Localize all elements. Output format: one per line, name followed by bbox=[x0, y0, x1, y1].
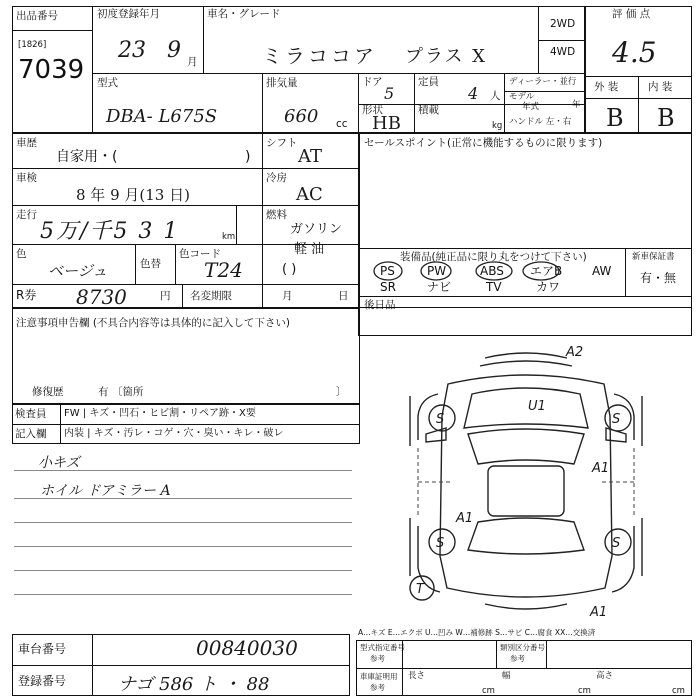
class-sub: 参考 bbox=[510, 654, 525, 663]
lot-number: 7039 bbox=[18, 55, 85, 85]
grade: プラス X bbox=[405, 46, 487, 67]
chassis-label: 車台番号 bbox=[18, 642, 67, 656]
vehicle-cert-label: 車庫証明用 bbox=[360, 672, 398, 681]
mileage-label: 走行 bbox=[16, 209, 37, 221]
mileage-unit: km bbox=[222, 232, 236, 242]
class-label: 類別区分番号 bbox=[500, 643, 545, 652]
lot-label: 出品番号 bbox=[16, 10, 58, 22]
name-change-month: 月 bbox=[282, 290, 293, 302]
exterior-label: 外 装 bbox=[594, 81, 619, 93]
doors-label: ドア bbox=[362, 76, 383, 88]
width-unit: cm bbox=[578, 686, 591, 696]
model-year-sub: 年式 bbox=[522, 102, 540, 112]
vehicle-cert-sub: 参考 bbox=[370, 683, 385, 692]
dealer-label: ディーラー・並行 bbox=[509, 77, 577, 87]
remark-2: ホイル ドアミラー A bbox=[40, 483, 171, 499]
shape-label: 形状 bbox=[362, 104, 383, 116]
handle-label: ハンドル 左・右 bbox=[509, 117, 572, 127]
recycle-value: 8730 bbox=[76, 285, 127, 309]
color-label: 色 bbox=[16, 248, 27, 260]
year-unit: 年 bbox=[572, 100, 581, 110]
inspector-fw-row: FW | キズ・凹石・ヒビ割・リペア跡・X要 bbox=[64, 408, 256, 419]
displacement-unit: cc bbox=[336, 118, 348, 130]
repair-close: 〕 bbox=[336, 386, 347, 398]
selling-points-label: セールスポイント(正常に機能するものに限ります) bbox=[364, 137, 603, 149]
reg-value: ナゴ 586 ト ・ 88 bbox=[118, 674, 270, 695]
mark-front-bumper: A2 bbox=[566, 345, 584, 360]
load-unit: kg bbox=[492, 121, 503, 131]
lot-sub: [1826] bbox=[18, 40, 47, 50]
recycle-unit: 円 bbox=[160, 290, 171, 302]
equip-leather: カワ bbox=[536, 280, 561, 294]
fuel-gas: ガソリン bbox=[290, 222, 343, 237]
drive-2wd: 2WD bbox=[550, 18, 576, 30]
capacity-label: 定員 bbox=[418, 76, 439, 88]
mark-rear-bumper: A1 bbox=[590, 605, 608, 620]
capacity-value: 4 bbox=[468, 84, 479, 103]
color-change-label: 色替 bbox=[140, 258, 161, 270]
equip-ps: PS bbox=[380, 264, 395, 278]
recycle-label: R券 bbox=[16, 288, 37, 302]
inspector-interior-row: 内装 | キズ・汚レ・コゲ・穴・臭い・キレ・破レ bbox=[64, 428, 284, 439]
equip-pw: PW bbox=[427, 264, 447, 278]
equip-aw: AW bbox=[592, 264, 612, 278]
diagram-legend: A…キズ E…エクボ U…凹み W…補修跡 S…サビ C…腐食 XX…交換済 bbox=[358, 628, 596, 637]
exterior-grade: B bbox=[606, 104, 624, 132]
postscript-frame bbox=[358, 296, 692, 336]
ac-label: 冷房 bbox=[266, 172, 287, 184]
fuel-diesel: 軽 油 bbox=[294, 242, 325, 257]
fuel-label: 燃料 bbox=[266, 209, 287, 221]
color-code-value: T24 bbox=[204, 258, 243, 282]
equip-abs: ABS bbox=[480, 264, 504, 278]
height-unit: cm bbox=[672, 686, 685, 696]
name-change-day: 日 bbox=[338, 290, 349, 302]
model-name: ミラココア bbox=[262, 44, 377, 68]
first-reg-month: 9 bbox=[167, 38, 181, 63]
history-label: 車歴 bbox=[16, 137, 37, 149]
mark-hood: U1 bbox=[528, 399, 546, 414]
notes-label: 注意事項申告欄 (不具合内容等は具体的に記入して下さい) bbox=[16, 317, 291, 329]
equip-airbag: エアB bbox=[530, 264, 563, 278]
height-label: 高さ bbox=[596, 671, 614, 681]
inspector-label-1: 検査員 bbox=[15, 408, 47, 420]
history-value: 自家用・( bbox=[56, 149, 118, 165]
model-cert-sub: 参考 bbox=[370, 654, 385, 663]
score-label: 評 価 点 bbox=[612, 8, 651, 20]
capacity-unit: 人 bbox=[490, 90, 501, 102]
mark-front-left-wheel: S bbox=[436, 412, 445, 427]
model-year-label: モデル bbox=[509, 92, 535, 102]
model-name-label: 車名・グレード bbox=[207, 8, 281, 20]
shift-value: AT bbox=[298, 146, 323, 167]
drive-4wd: 4WD bbox=[550, 46, 576, 58]
score-value: 4.5 bbox=[612, 36, 657, 69]
history-close: ) bbox=[245, 149, 251, 165]
model-cert-label: 型式指定番号 bbox=[360, 643, 405, 652]
shape-value: HB bbox=[372, 113, 401, 134]
repair-value: 有 〔箇所 bbox=[98, 386, 144, 398]
displacement-value: 660 bbox=[284, 106, 319, 127]
doors-value: 5 bbox=[384, 84, 395, 103]
width-label: 幅 bbox=[502, 671, 511, 681]
mark-left-side: A1 bbox=[456, 511, 474, 526]
mark-right-side: A1 bbox=[592, 461, 610, 476]
mark-rear-right-wheel: S bbox=[612, 536, 621, 551]
interior-label: 内 装 bbox=[648, 81, 673, 93]
length-label: 長さ bbox=[408, 671, 426, 681]
length-unit: cm bbox=[482, 686, 495, 696]
color-code-label: 色コード bbox=[179, 248, 221, 260]
load-label: 積載 bbox=[418, 104, 439, 116]
equip-tv: TV bbox=[486, 280, 502, 294]
postscript-label: 後日品 bbox=[364, 299, 396, 311]
mark-spare-tire: T bbox=[416, 582, 424, 597]
inspection-value: 8 年 9 月(13 日) bbox=[76, 186, 190, 204]
mark-front-right-wheel: S bbox=[612, 412, 621, 427]
type-label: 型式 bbox=[97, 77, 118, 89]
chassis-value: 00840030 bbox=[196, 636, 298, 660]
interior-grade: B bbox=[657, 104, 675, 132]
color-value: ベージュ bbox=[48, 262, 108, 280]
ac-value: AC bbox=[296, 184, 323, 205]
first-reg-label: 初度登録年月 bbox=[97, 8, 160, 20]
displacement-label: 排気量 bbox=[266, 77, 298, 89]
equipment-circles bbox=[358, 248, 628, 296]
remark-1: 小キズ bbox=[38, 455, 80, 471]
car-damage-diagram bbox=[360, 336, 692, 628]
inspector-label-2: 記入欄 bbox=[15, 428, 47, 440]
name-change-label: 名変期限 bbox=[190, 290, 232, 302]
equip-navi: ナビ bbox=[427, 280, 452, 294]
equipment-label: 装備品(純正品に限り丸をつけて下さい) bbox=[400, 251, 587, 263]
warranty-value: 有・無 bbox=[640, 271, 677, 285]
first-reg-year: 23 bbox=[118, 38, 146, 63]
warranty-label: 新車保証書 bbox=[632, 252, 675, 262]
fuel-other: ( ) bbox=[282, 262, 297, 277]
mark-rear-left-wheel: S bbox=[436, 536, 445, 551]
reg-label: 登録番号 bbox=[18, 674, 67, 688]
equip-sr: SR bbox=[380, 280, 396, 294]
type-value: DBA- L675S bbox=[106, 106, 218, 127]
shift-label: シフト bbox=[266, 137, 298, 149]
month-unit: 月 bbox=[187, 56, 198, 68]
repair-label: 修復歴 bbox=[32, 386, 64, 398]
inspection-label: 車検 bbox=[16, 172, 37, 184]
mileage-value: 5万/千5 3 1 bbox=[40, 219, 180, 244]
